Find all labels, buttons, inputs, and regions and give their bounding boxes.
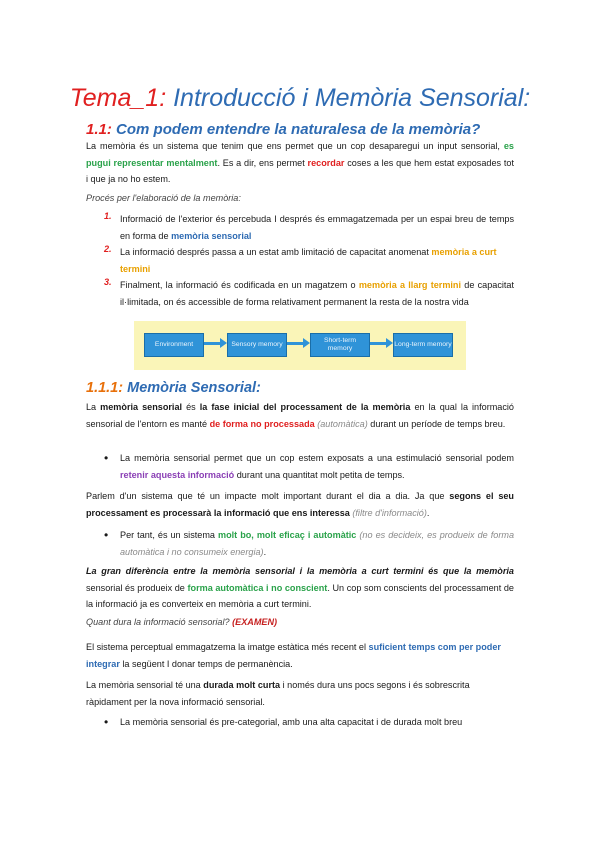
- bullet-icon: •: [104, 451, 109, 465]
- text: en la qual la informació sensorial de l'entorn es manté: [86, 402, 514, 429]
- highlight-purple: retenir aquesta informació: [120, 469, 235, 480]
- title-prefix: Tema_1:: [69, 84, 167, 112]
- text: sensorial és produeix de: [86, 582, 188, 593]
- highlight-green: molt bo, molt eficaç i automàtic: [217, 530, 357, 540]
- paragraph-impact: [86, 488, 514, 521]
- text: la següent I donar temps de permanència.: [119, 658, 293, 669]
- arrow-icon: [287, 342, 303, 345]
- step-item: [120, 211, 514, 244]
- text: i només dura uns pocs segons i és sobrescrita ràpidament per la nova informació sensorial.: [86, 680, 470, 707]
- bullet-icon: •: [104, 715, 109, 729]
- text: La memòria sensorial és pre-categorial, amb una alta capacitat i de durada molt breu: [120, 717, 463, 727]
- text: Parlem d'un sistema que té un impacte molt important durant el dia a dia. Ja que: [86, 491, 450, 501]
- gray-note: (automàtica): [317, 418, 368, 429]
- paragraph-duration: [86, 677, 514, 710]
- arrow-icon: [370, 342, 386, 345]
- step-number: 1.: [104, 211, 112, 221]
- paragraph-difference: [86, 563, 514, 613]
- bold-text: segons el seu processament es processarà la informació que ens interessa: [86, 491, 514, 518]
- text: Finalment, la informació és codificada en un magatzem o: [120, 280, 359, 290]
- text: Informació de l'exterior és percebuda I després és emmagatzemada per un espai breu de temps en forma de: [120, 214, 514, 241]
- document-title: [0, 84, 600, 113]
- text: La informació després passa a un estat amb limitació de capacitat anomenat: [120, 247, 432, 257]
- bullet-item: [120, 527, 514, 560]
- paragraph-perceptual: [86, 639, 514, 672]
- section-title: Com podem entendre la naturalesa de la memòria?: [111, 121, 481, 138]
- text: Per tant, és un sistema: [120, 530, 218, 540]
- text: La: [86, 402, 101, 412]
- bullet-icon: •: [104, 528, 109, 542]
- diagram-box-environment: Environment: [144, 333, 204, 357]
- text: .: [426, 507, 430, 518]
- text: La memòria sensorial permet que un cop estem exposats a una estimulació sensorial podem: [120, 453, 514, 463]
- memory-flow-diagram: [134, 321, 466, 370]
- text: El sistema perceptual emmagatzema la imatge estàtica més recent el: [86, 642, 369, 652]
- text: La memòria és un sistema que tenim que ens permet que un cop desaparegui un input sensorial,: [86, 141, 504, 151]
- paragraph-sensory: [86, 399, 514, 432]
- highlight-green: es pugui representar mentalment: [86, 141, 514, 168]
- diagram-box-sensory: Sensory memory: [227, 333, 287, 357]
- highlight-red: de forma no processada: [209, 418, 315, 429]
- highlight-blue: memòria sensorial: [171, 230, 252, 241]
- gray-note: (filtre d'informació): [352, 507, 427, 518]
- text: Quant dura la informació sensorial?: [86, 617, 233, 627]
- gray-note: (no es decideix, es produeix de forma automàtica i no consumeix energia): [120, 530, 514, 557]
- section-heading: [86, 121, 480, 138]
- text: de capacitat il·limitada, on és accessible de forma relativament permanent la resta de la nostra vida: [120, 280, 515, 307]
- text: . Un cop som conscients del processament de la informació ja es converteix en memòria a curt termini.: [86, 582, 514, 610]
- bullet-item: [120, 450, 514, 483]
- highlight-orange: memòria a curt termini: [120, 247, 497, 274]
- bold-text: la fase inicial del processament de la memòria: [199, 402, 411, 412]
- text: .: [263, 546, 267, 557]
- highlight-red: recordar: [307, 157, 345, 168]
- step-number: 2.: [104, 244, 112, 254]
- text: coses a les que hem estat exposades tot i que ja no ho estem.: [86, 157, 514, 185]
- process-heading: Procés per l'elaboració de la memòria:: [86, 193, 241, 203]
- step-number: 3.: [104, 277, 112, 287]
- text: és: [182, 402, 200, 412]
- arrowhead-icon: [386, 338, 393, 348]
- text: La memòria sensorial té una: [86, 680, 204, 690]
- highlight-green: forma automàtica i no conscient: [187, 582, 328, 593]
- text: durant una quantitat molt petita de temps.: [234, 469, 405, 480]
- text: . Es a dir, ens permet: [217, 157, 308, 168]
- bold-text: durada molt curta: [203, 680, 281, 690]
- subsection-number: 1.1.1:: [86, 380, 124, 396]
- diagram-box-short-term: Short-term memory: [310, 333, 370, 357]
- highlight-orange: memòria a llarg termini: [358, 280, 462, 290]
- step-item: [120, 277, 514, 310]
- arrowhead-icon: [303, 338, 310, 348]
- arrow-icon: [204, 342, 220, 345]
- diagram-box-long-term: Long-term memory: [393, 333, 453, 357]
- text: durant un període de temps breu.: [367, 418, 506, 429]
- bullet-item: [120, 714, 514, 731]
- exam-question: [86, 614, 514, 631]
- subsection-heading: [86, 380, 261, 396]
- bold-italic-text: La gran diferència entre la memòria sensorial i la memòria a curt termini és que la memòria: [86, 566, 514, 576]
- arrowhead-icon: [220, 338, 227, 348]
- exam-label: (EXAMEN): [232, 617, 278, 627]
- bold-text: memòria sensorial: [100, 402, 183, 412]
- highlight-blue: suficient temps com per poder integrar: [86, 642, 501, 669]
- subsection-title: Memòria Sensorial:: [123, 380, 261, 396]
- step-item: [120, 244, 514, 277]
- section-number: 1.1:: [86, 121, 112, 138]
- intro-paragraph: [86, 138, 514, 188]
- title-text: Introducció i Memòria Sensorial:: [166, 84, 531, 112]
